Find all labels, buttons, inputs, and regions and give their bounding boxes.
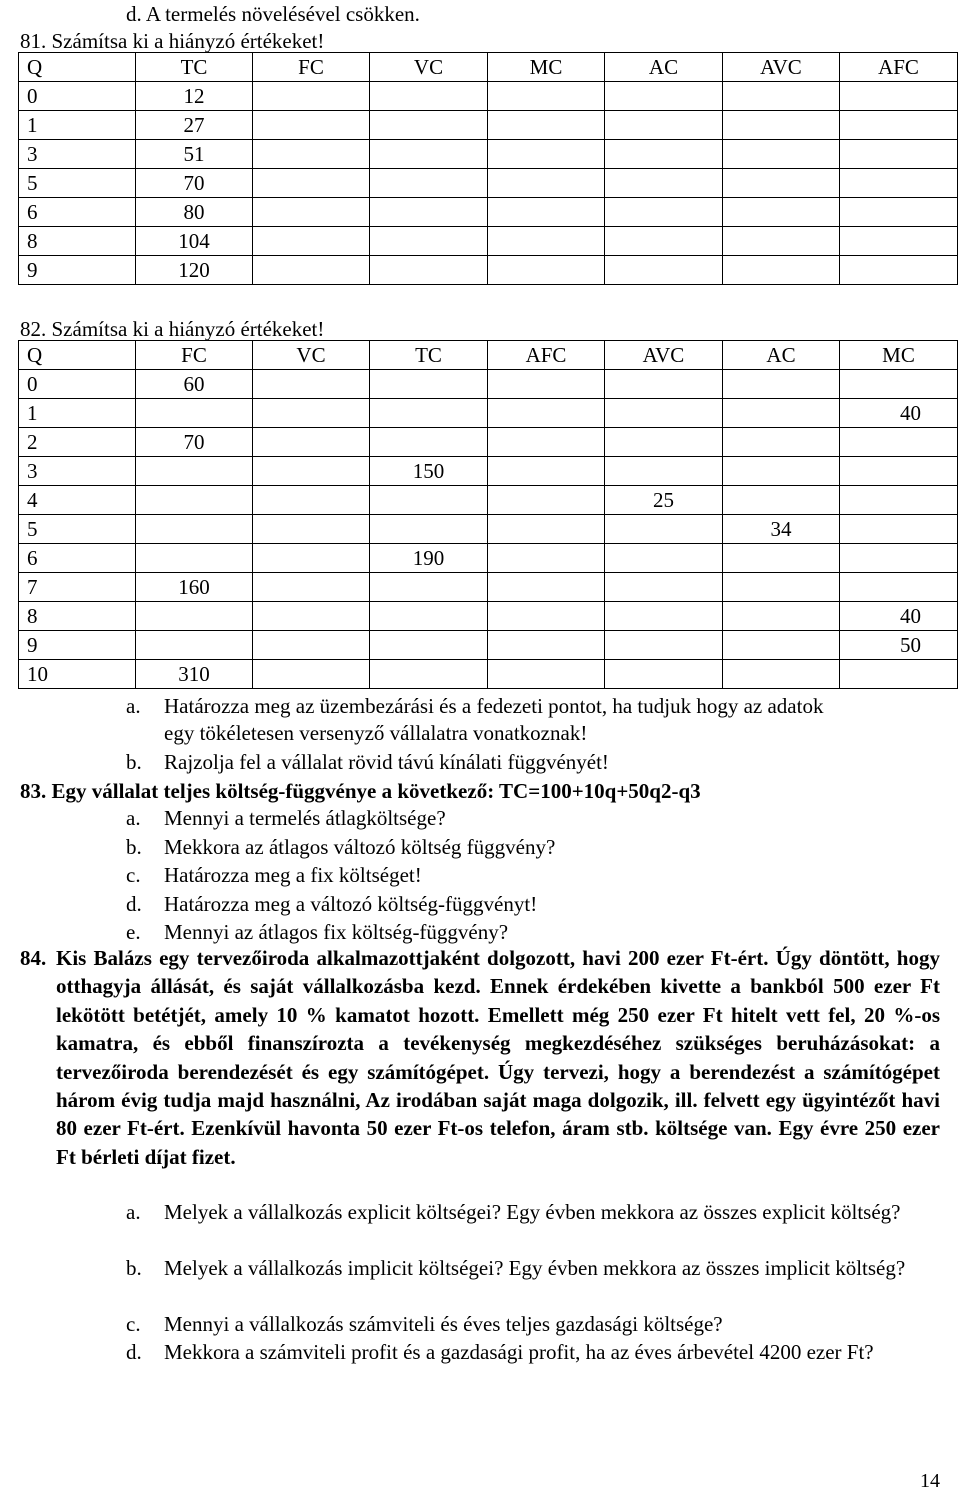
table-cell: 4 <box>19 486 136 515</box>
table-cell: 60 <box>136 370 253 399</box>
table-cell: 190 <box>370 544 488 573</box>
table-header-row <box>19 341 958 370</box>
q82-a-line1: Határozza meg az üzembezárási és a fedezeti pontot, ha tudjuk hogy az adatok <box>164 694 824 718</box>
table-cell <box>370 631 488 660</box>
table-cell <box>370 399 488 428</box>
table-cell <box>370 602 488 631</box>
table-cell: 3 <box>19 140 136 169</box>
table-cell <box>488 82 605 111</box>
table-cell <box>605 227 723 256</box>
table-cell <box>370 573 488 602</box>
table-cell <box>488 660 605 689</box>
table-row <box>19 140 958 169</box>
table-cell <box>605 111 723 140</box>
table-row <box>19 428 958 457</box>
table-cell <box>840 256 958 285</box>
table-cell <box>840 370 958 399</box>
table-cell: 6 <box>19 544 136 573</box>
table-cell <box>723 370 840 399</box>
page-number: 14 <box>920 1470 940 1492</box>
column-header: AVC <box>723 53 840 82</box>
table-cell: 5 <box>19 169 136 198</box>
table-cell <box>488 457 605 486</box>
table-cell <box>488 486 605 515</box>
table-cell <box>488 602 605 631</box>
table-cell <box>605 631 723 660</box>
q84-item-text: Melyek a vállalkozás explicit költségei? Egy évben mekkora az összes explicit költség? <box>164 1200 901 1224</box>
table-cell <box>488 515 605 544</box>
q82-a-label: a. <box>126 694 141 718</box>
table-cell <box>723 660 840 689</box>
table-cell: 70 <box>136 428 253 457</box>
table-cell <box>253 227 370 256</box>
q83-item-label: b. <box>126 834 142 859</box>
table-cell <box>605 140 723 169</box>
table-cell: 8 <box>19 602 136 631</box>
q82-item-a <box>126 693 946 749</box>
table-row <box>19 515 958 544</box>
column-header: MC <box>840 341 958 370</box>
table-cell <box>840 573 958 602</box>
q84-item-label: a. <box>126 1200 141 1224</box>
table-row <box>19 602 958 631</box>
table-row <box>19 256 958 285</box>
q84-item-label: b. <box>126 1256 142 1280</box>
table-row <box>19 486 958 515</box>
table-cell: 1 <box>19 399 136 428</box>
q84-paragraph: Kis Balázs egy tervezőiroda alkalmazottjaként dolgozott, havi 200 ezer Ft-ért. Úgy döntött, hogy otthagyja állását, és saját vállalkozásba kezd. Ennek érdekében kivette a bankból 500 ezer Ft lekötött betétjét, amely 10 % kamatot hozott. Emellett még 250 ezer Ft hitelt vett fel, 20 %-os kamatra, és ebből finanszírozta a tevékenység megkezdéséhez szükséges beruházásokat: a tervezőiroda berendezését és egy számítógépet. Úgy tervezi, hogy a berendezést a számítógépet három évig tudja majd használni, Az irodában saját maga dolgozik, ill. felvett egy ügyintézőt havi 80 ezer Ft-ért. Ezenkívül havonta 50 ezer Ft-os telefon, áram stb. költsége van. Egy évre 250 ezer Ft bérleti díjat fizet. <box>56 946 940 1169</box>
table-cell <box>723 82 840 111</box>
table-cell: 9 <box>19 256 136 285</box>
table-cell: 80 <box>136 198 253 227</box>
table-cell <box>253 370 370 399</box>
table-cell: 0 <box>19 370 136 399</box>
table-cell <box>370 169 488 198</box>
column-header: Q <box>19 341 136 370</box>
table-row <box>19 631 958 660</box>
table-cell <box>253 660 370 689</box>
table-cell <box>840 457 958 486</box>
column-header: AFC <box>840 53 958 82</box>
table-cell <box>253 169 370 198</box>
table-row <box>19 544 958 573</box>
table-cell <box>605 457 723 486</box>
q83-item-text: Mennyi a termelés átlagköltsége? <box>164 806 446 830</box>
table-cell: 0 <box>19 82 136 111</box>
table-cell <box>605 515 723 544</box>
table-cell <box>136 457 253 486</box>
table-cell <box>136 631 253 660</box>
table-cell: 40 <box>840 399 958 428</box>
q82-b-text: Rajzolja fel a vállalat rövid távú kínálati függvényét! <box>164 750 609 774</box>
table-cell <box>370 256 488 285</box>
table-cell <box>723 227 840 256</box>
table-cell <box>488 169 605 198</box>
table-cell <box>488 256 605 285</box>
table-row <box>19 399 958 428</box>
table-cell <box>488 399 605 428</box>
table-row <box>19 227 958 256</box>
table-cell <box>370 140 488 169</box>
table-cell: 70 <box>136 169 253 198</box>
table-cell <box>253 82 370 111</box>
table-cell <box>370 428 488 457</box>
table-cell <box>723 544 840 573</box>
table-cell <box>723 573 840 602</box>
table-cell <box>136 399 253 428</box>
table-cell <box>605 370 723 399</box>
table-row <box>19 111 958 140</box>
q83-item-label: c. <box>126 863 141 888</box>
table-cell <box>840 486 958 515</box>
q83-item-text: Határozza meg a változó költség-függvényt! <box>164 891 538 916</box>
table-cell: 1 <box>19 111 136 140</box>
table-cell <box>370 198 488 227</box>
table-cell <box>723 256 840 285</box>
table-cell <box>840 428 958 457</box>
table-cell: 12 <box>136 82 253 111</box>
table-cell <box>840 169 958 198</box>
table-cell <box>370 486 488 515</box>
table-cell <box>840 198 958 227</box>
table-row <box>19 198 958 227</box>
table-cell <box>488 140 605 169</box>
table-cell <box>253 198 370 227</box>
table-row <box>19 169 958 198</box>
q84-item-text: Mennyi a vállalkozás számviteli és éves teljes gazdasági költsége? <box>164 1312 723 1336</box>
table-cell <box>605 602 723 631</box>
table-cell <box>370 227 488 256</box>
q84-number: 84. <box>20 946 47 970</box>
column-header: AFC <box>488 341 605 370</box>
q81-heading: 81. Számítsa ki a hiányzó értékeket! <box>20 29 325 53</box>
table-cell <box>723 631 840 660</box>
table-cell: 5 <box>19 515 136 544</box>
table-cell: 50 <box>840 631 958 660</box>
q82-a-line2: egy tökéletesen versenyző vállalatra vonatkoznak! <box>164 721 588 745</box>
table-cell <box>840 111 958 140</box>
table-cell <box>488 198 605 227</box>
table-cell <box>253 256 370 285</box>
table-cell <box>370 370 488 399</box>
q83-item-text: Mekkora az átlagos változó költség függvény? <box>164 834 556 859</box>
q83-item-label: a. <box>126 806 141 830</box>
table-cell <box>723 140 840 169</box>
table-cell <box>253 573 370 602</box>
table-cell <box>253 631 370 660</box>
table-cell: 6 <box>19 198 136 227</box>
table-cell <box>840 544 958 573</box>
table-cell <box>840 660 958 689</box>
table-cell <box>723 169 840 198</box>
table-cell <box>488 631 605 660</box>
table-cell: 8 <box>19 227 136 256</box>
table-cell <box>253 486 370 515</box>
table-cell: 34 <box>723 515 840 544</box>
table-cell: 27 <box>136 111 253 140</box>
table-cell <box>253 515 370 544</box>
table-cell <box>605 544 723 573</box>
table-cell <box>136 544 253 573</box>
q82-b-label: b. <box>126 750 142 774</box>
table-cell: 51 <box>136 140 253 169</box>
table-row <box>19 457 958 486</box>
table-cell <box>253 602 370 631</box>
table-row <box>19 370 958 399</box>
table-cell <box>840 140 958 169</box>
table-cell <box>488 573 605 602</box>
column-header: FC <box>136 341 253 370</box>
column-header: MC <box>488 53 605 82</box>
table-cell <box>253 428 370 457</box>
table-cell <box>253 140 370 169</box>
q83-item-label: d. <box>126 891 142 916</box>
table-cell <box>840 515 958 544</box>
table-cell: 104 <box>136 227 253 256</box>
table-header-row <box>19 53 958 82</box>
table-cell <box>840 82 958 111</box>
table-cell <box>605 428 723 457</box>
table-cell: 150 <box>370 457 488 486</box>
q82-heading: 82. Számítsa ki a hiányzó értékeket! <box>20 317 325 341</box>
table-row <box>19 82 958 111</box>
table-cell <box>723 602 840 631</box>
q83-item-text: Határozza meg a fix költséget! <box>164 863 422 888</box>
column-header: VC <box>370 53 488 82</box>
table-cell <box>253 457 370 486</box>
q83-item-text: Mennyi az átlagos fix költség-függvény? <box>164 920 509 945</box>
table-cell <box>488 227 605 256</box>
q84-item-text: Mekkora a számviteli profit és a gazdasági profit, ha az éves árbevétel 4200 ezer Ft? <box>164 1340 874 1364</box>
table-cell <box>488 370 605 399</box>
table-cell <box>723 111 840 140</box>
table-cell <box>370 111 488 140</box>
table-cell: 25 <box>605 486 723 515</box>
table-cell <box>370 515 488 544</box>
table-cell: 120 <box>136 256 253 285</box>
table-cell <box>253 399 370 428</box>
table-cell <box>605 82 723 111</box>
column-header: FC <box>253 53 370 82</box>
table-cell: 40 <box>840 602 958 631</box>
table-cell <box>605 399 723 428</box>
table-cell: 2 <box>19 428 136 457</box>
table-cell <box>488 428 605 457</box>
table-cell <box>370 660 488 689</box>
table-cell <box>488 544 605 573</box>
table-cell <box>605 169 723 198</box>
table-cell <box>723 428 840 457</box>
table-cell <box>723 198 840 227</box>
q84-item-label: d. <box>126 1340 142 1364</box>
q84-item-text: Melyek a vállalkozás implicit költségei? Egy évben mekkora az összes implicit költség? <box>164 1256 906 1280</box>
table-cell <box>488 111 605 140</box>
table-cell <box>723 399 840 428</box>
q82-item-b <box>126 749 946 776</box>
top-line: d. A termelés növelésével csökken. <box>126 2 420 26</box>
table-cell <box>136 515 253 544</box>
column-header: AC <box>723 341 840 370</box>
column-header: AVC <box>605 341 723 370</box>
q82-table <box>18 340 958 689</box>
table-cell <box>605 660 723 689</box>
table-cell: 10 <box>19 660 136 689</box>
column-header: TC <box>136 53 253 82</box>
table-cell <box>370 82 488 111</box>
table-cell: 3 <box>19 457 136 486</box>
table-cell <box>840 227 958 256</box>
table-cell: 310 <box>136 660 253 689</box>
column-header: VC <box>253 341 370 370</box>
table-row <box>19 660 958 689</box>
q83-item-label: e. <box>126 920 141 945</box>
table-row <box>19 573 958 602</box>
table-cell <box>136 602 253 631</box>
table-cell <box>723 457 840 486</box>
table-cell <box>605 198 723 227</box>
column-header: AC <box>605 53 723 82</box>
table-cell <box>253 111 370 140</box>
q83-heading: 83. Egy vállalat teljes költség-függvénye a következő: TC=100+10q+50q2-q3 <box>20 779 701 803</box>
table-cell: 160 <box>136 573 253 602</box>
q81-table <box>18 52 958 285</box>
table-cell <box>136 486 253 515</box>
table-cell: 7 <box>19 573 136 602</box>
column-header: Q <box>19 53 136 82</box>
column-header: TC <box>370 341 488 370</box>
q84-item-label: c. <box>126 1312 141 1336</box>
table-cell <box>605 256 723 285</box>
table-cell <box>723 486 840 515</box>
table-cell <box>605 573 723 602</box>
table-cell: 9 <box>19 631 136 660</box>
table-cell <box>253 544 370 573</box>
